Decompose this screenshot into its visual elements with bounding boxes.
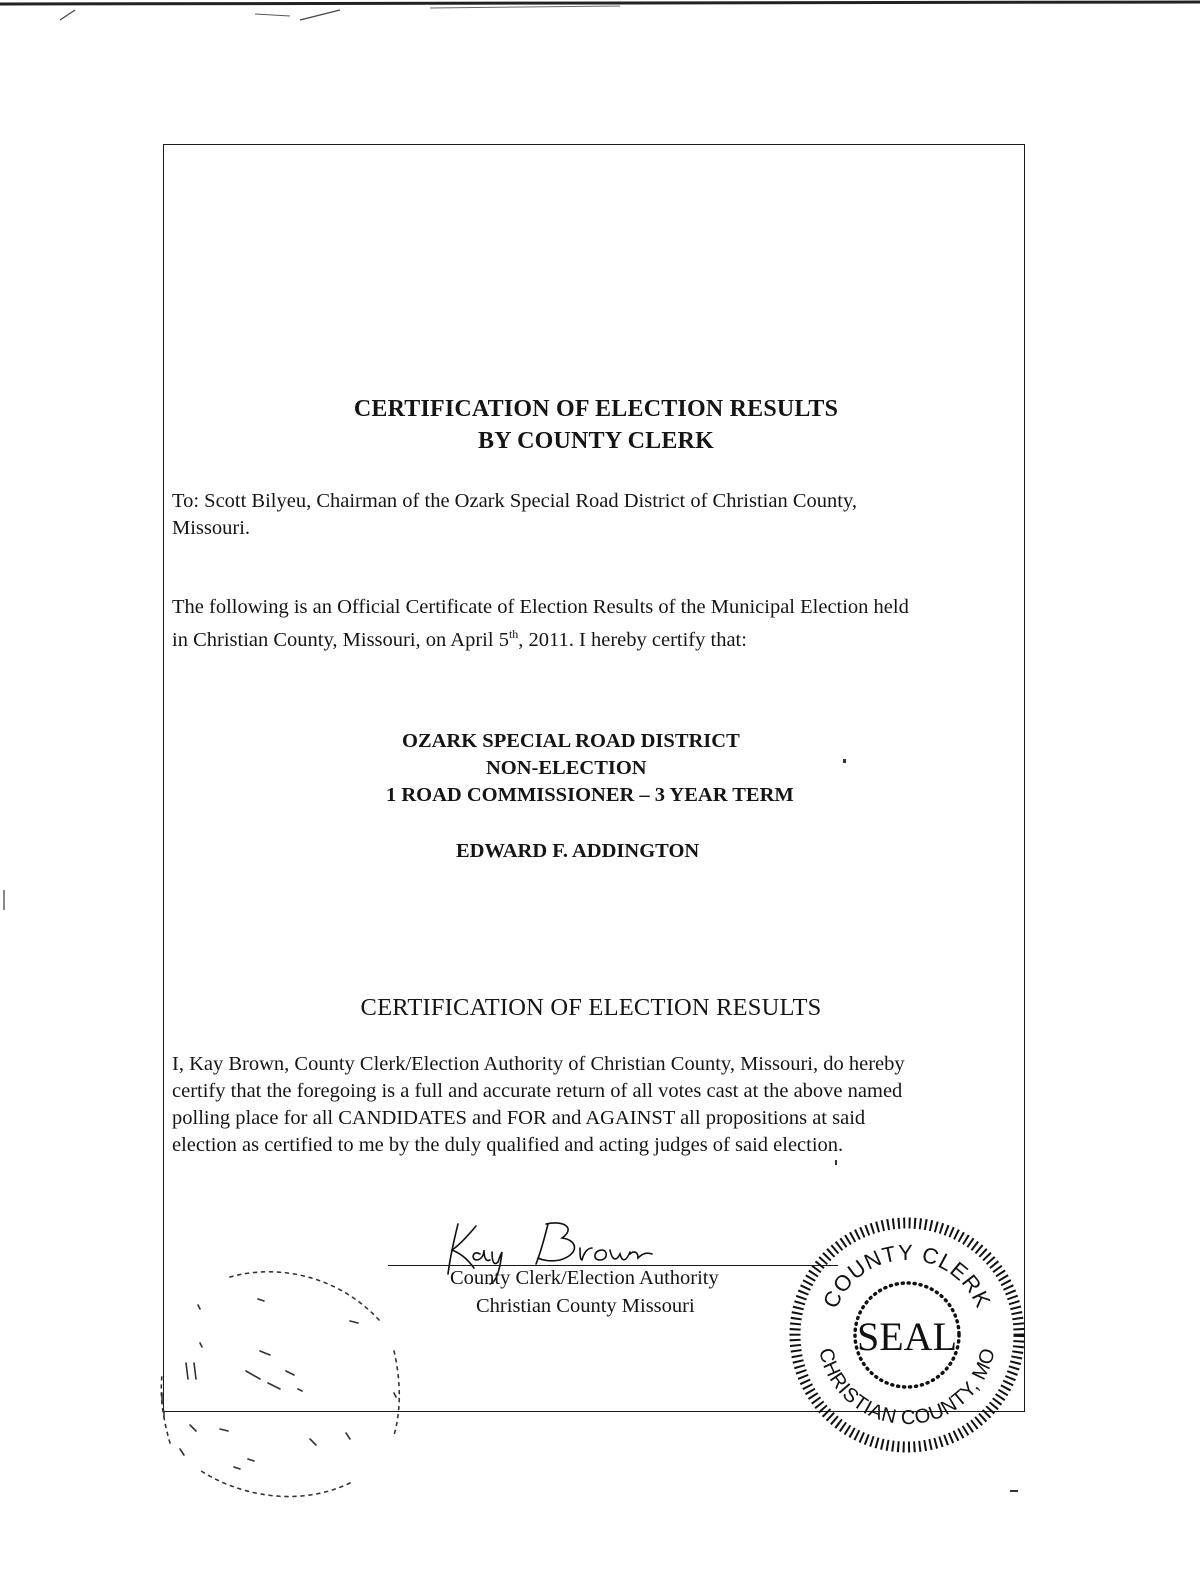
- signer-organization: Christian County Missouri: [476, 1295, 695, 1317]
- intro-line1: The following is an Official Certificate of Election Results of the Municipal Election held: [172, 596, 909, 618]
- election-type: NON-ELECTION: [486, 757, 647, 779]
- signer-title: County Clerk/Election Authority: [450, 1267, 719, 1289]
- cert-line3: polling place for all CANDIDATES and FOR and AGAINST all propositions at said: [172, 1107, 866, 1129]
- signature-line: [388, 1265, 838, 1266]
- scan-edge-marks: [0, 0, 1200, 22]
- intro-line2-text: in Christian County, Missouri, on April 5: [172, 628, 509, 651]
- district-name: OZARK SPECIAL ROAD DISTRICT: [402, 730, 740, 752]
- document-title-line1: CERTIFICATION OF ELECTION RESULTS: [353, 396, 839, 422]
- scan-speck: [3, 890, 5, 910]
- candidate-name: EDWARD F. ADDINGTON: [456, 840, 700, 862]
- addressee-line1: To: Scott Bilyeu, Chairman of the Ozark Special Road District of Christian County,: [172, 490, 858, 512]
- svg-text:COUNTY CLERK: [818, 1240, 996, 1312]
- addressee-line2: Missouri.: [172, 517, 251, 539]
- scan-speck: [1010, 1490, 1018, 1492]
- cert-line2: certify that the foregoing is a full and accurate return of all votes cast at the above named: [172, 1080, 903, 1102]
- embossed-seal: [150, 1255, 420, 1515]
- office-title: 1 ROAD COMMISSIONER – 3 YEAR TERM: [386, 784, 794, 806]
- document-title-line2: BY COUNTY CLERK: [478, 428, 714, 454]
- addressee: [172, 488, 1032, 542]
- cert-line4: election as certified to me by the duly qualified and acting judges of said election.: [172, 1134, 844, 1156]
- scan-speck: [835, 1160, 837, 1165]
- intro-line2: [172, 621, 1032, 654]
- seal-bottom-text: CHRISTIAN COUNTY, MO: [814, 1345, 1000, 1430]
- scan-speck: [843, 759, 846, 763]
- county-clerk-seal: [784, 1212, 1030, 1458]
- certification-heading: CERTIFICATION OF ELECTION RESULTS: [360, 994, 822, 1021]
- intro-date-suffix: th: [508, 627, 519, 641]
- cert-line1: I, Kay Brown, County Clerk/Election Authority of Christian County, Missouri, do hereby: [172, 1053, 905, 1075]
- intro-line2-end: , 2011. I hereby certify that:: [518, 628, 747, 651]
- seal-center-text: SEAL: [857, 1314, 957, 1359]
- signature-name: Kay Brown: [430, 1197, 505, 1214]
- seal-top-text: COUNTY CLERK: [817, 1239, 997, 1312]
- intro-paragraph: [172, 594, 1032, 654]
- certification-paragraph: [172, 1051, 1032, 1159]
